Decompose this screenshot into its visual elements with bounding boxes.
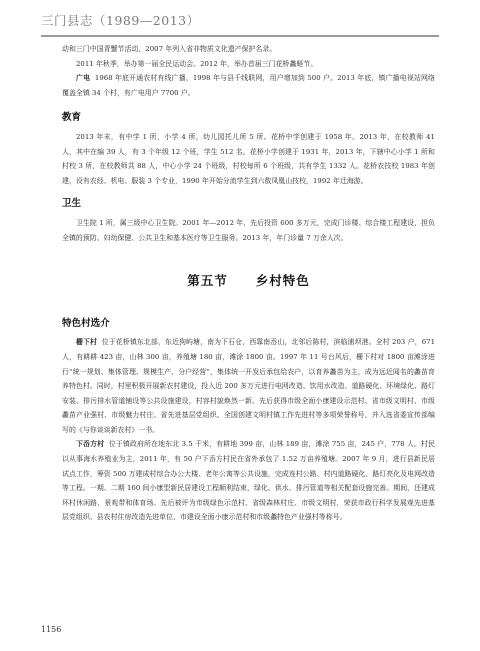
header-rule (41, 35, 439, 37)
broadcast-text: 1968 年底开通农村有线广播，1998 年与县千线联网，用户增加到 500 户。2013 年底，镇广播电视站网络覆盖全镇 34 个村，有广电用户 7700 户。 (62, 74, 435, 97)
village-xiachi-text: 位于镇政府所在地东北 3.5 千米，有耕地 399 亩，山林 189 亩，滩涂 755 亩，245 户，778 人。村民以从事海水养殖业为主，2011 年，有 50 户下岙方村民在省外承包了 1.52 万亩养殖塘。2007 年 9 月，进行县新民居试点工作，筹资 500 万建成村综合办公大楼、老年公寓等公共设施，完成连村公路、村内道路硬化、路灯亮化及电网改造等工程。一期、二期 160 间小康型新民居建设工程顺利结束，绿化、供水、排污管道等相关配套设施完善。期间，还建成环村休闲路、景观带和体育场。先后被评为市级绿色示范村、省级森林村庄、市级文明村，荣获市政行科学发展观先进基层党组织、县农村住房改造先进单位、市建设全面小康示范村和市级蠡特色产业强村等称号。 (62, 440, 435, 522)
paragraph-broadcast (62, 71, 435, 100)
village-xiahou-lead: 栅下村 (76, 338, 98, 347)
paragraph-health: 卫生院 1 所，属三级中心卫生院。2001 年—2012 年，先后投资 600 多万元，完成门诊楼、综合楼工程建设，担负全镇的预防、妇幼保健、公共卫生和基本医疗等卫生服务。2013 年，年门诊量 7 万余人次。 (62, 218, 435, 242)
section-title (62, 274, 435, 289)
broadcast-lead: 广电 (76, 74, 91, 83)
page-body (62, 42, 435, 525)
heading-education: 教育 (62, 112, 82, 124)
heading-health: 卫生 (62, 198, 82, 210)
heading-featured-villages: 特色村选介 (62, 317, 110, 329)
paragraph-education: 2013 年末，有中学 1 所，小学 4 所，幼儿园托儿所 5 所。花桥中学创建于 1958 年。2013 年，在校教师 41 人，其中在编 39 人，有 3 个年级 12 个班，学生 512 名。花桥小学创建于 1931 年，2013 年，下辖中心小学 1 所和村校 3 所，在校教师共 88 人，中心小学 24 个班级，村校每所 6 个班级，共有学生 1332 人。花桥农技校 1983 年创建，设有农经、机电、服装 3 个专业，1990 年开始分流学生到六敖凤凰山技校，1992 年迁海游。 (62, 132, 435, 185)
paragraph-village-xiahou (62, 335, 435, 437)
page-number: 1156 (41, 625, 62, 634)
paragraph-sports: 2011 年秋季，举办第一届全民运动会。2012 年，举办首届三门花桥蠡蛏节。 (76, 59, 318, 68)
section-number: 第五节 (187, 273, 228, 289)
village-xiachi-lead: 下岙方村 (76, 440, 105, 449)
village-xiahou-text: 位于花桥镇东北部，东近狗屿塘，南为下石仓，西靠南岙山，北邻后陈村，滨临浦坝港。全村 203 户，671 人，有耕耕 423 亩，山林 300 亩，养殖塘 180 亩，滩涂 1800 亩。1997 年 11 号台风后，栅下村对 1800 亩滩涂进行“统一规划、集体管理、规模生产、分户经营”，集体统一开发后承包给农户，以育养蠡苗为主，成为远近闻名的蠡苗育养特色村。同时，村里积极开展新农村建设，投入近 200 多万元进行电网改造、饮用水改造、道路硬化、环境绿化、路灯安装、排污排水管道铺设等公共设施建设，村容村貌焕然一新。先后获得市级全面小康建设示范村、省市级文明村、市级蠡苗产业强村、市级魅力村庄、省先进基层党组织、全国创建文明村镇工作先进村等多项荣誉称号，并入选省委宣传部编写的《与你谈谈新农村》一书。 (62, 338, 436, 434)
paragraph-culture-continued: 动和三门中国青蟹节活动，2007 年列入省非物质文化遗产保护名录。 (62, 45, 277, 53)
paragraph-village-xiachi (62, 437, 435, 525)
section-name: 乡村特色 (255, 273, 310, 289)
running-header: 三门县志（1989—2013） (41, 13, 200, 28)
